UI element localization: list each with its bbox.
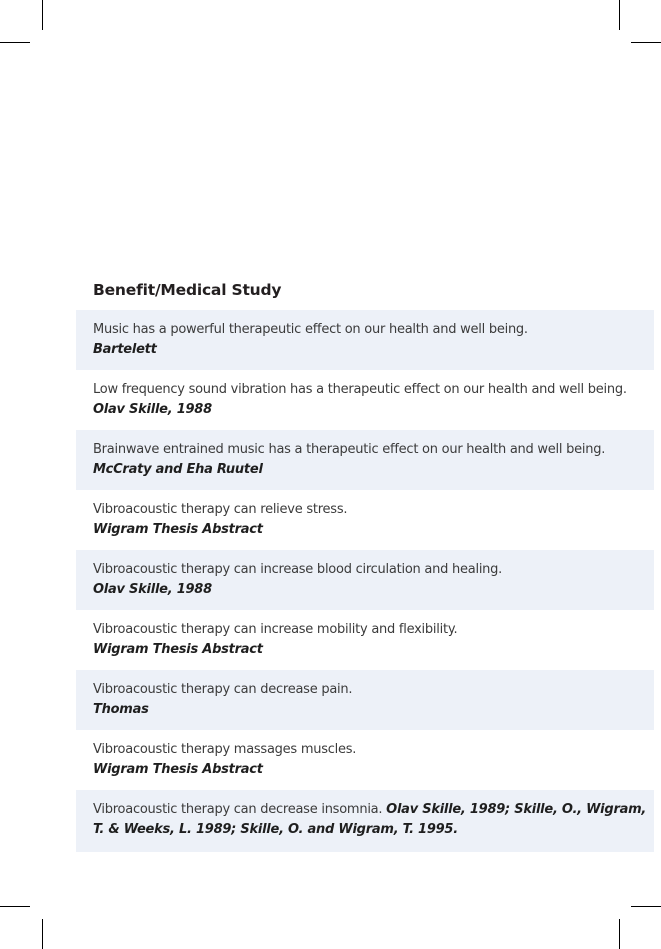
benefit-text: Brainwave entrained music has a therapeutic effect on our health and well being. — [93, 442, 606, 457]
study-row — [76, 430, 654, 490]
study-row — [76, 310, 654, 370]
benefit-text: Vibroacoustic therapy massages muscles. — [93, 742, 357, 757]
benefit-text: Vibroacoustic therapy can increase blood circulation and healing. — [93, 562, 503, 577]
study-row — [76, 490, 654, 550]
crop-mark-bottom-left-horizontal — [0, 906, 30, 907]
crop-mark-bottom-left-vertical — [42, 919, 43, 949]
benefit-text: Vibroacoustic therapy can increase mobility and flexibility. — [93, 622, 458, 637]
crop-mark-top-right-horizontal — [631, 42, 661, 43]
crop-mark-top-left-vertical — [42, 0, 43, 30]
benefit-text: Music has a powerful therapeutic effect on our health and well being. — [93, 322, 528, 337]
citation-text: Olav Skille, 1988 — [93, 402, 212, 417]
benefit-text: Low frequency sound vibration has a therapeutic effect on our health and well being. — [93, 382, 627, 397]
citation-text: Thomas — [93, 702, 149, 717]
crop-mark-bottom-right-horizontal — [631, 906, 661, 907]
citation-text: Wigram Thesis Abstract — [93, 522, 263, 537]
crop-mark-top-right-vertical — [619, 0, 620, 30]
section-heading: Benefit/Medical Study — [93, 281, 282, 299]
citation-text: McCraty and Eha Ruutel — [93, 462, 263, 477]
study-row — [76, 370, 654, 430]
crop-mark-bottom-right-vertical — [619, 919, 620, 949]
study-list — [76, 310, 654, 852]
benefit-text: Vibroacoustic therapy can decrease insomnia. — [93, 802, 383, 817]
study-row — [76, 670, 654, 730]
benefit-text: Vibroacoustic therapy can relieve stress. — [93, 502, 348, 517]
crop-mark-top-left-horizontal — [0, 42, 30, 43]
study-row — [76, 730, 654, 790]
citation-text: Olav Skille, 1988 — [93, 582, 212, 597]
study-row — [76, 610, 654, 670]
citation-text: Wigram Thesis Abstract — [93, 762, 263, 777]
study-row — [76, 790, 654, 852]
citation-text: Bartelett — [93, 342, 157, 357]
citation-text: Olav Skille, 1989; Skille, O., Wigram, T. & Weeks, L. 1989; Skille, O. and Wigram, T. 1995. — [93, 802, 647, 837]
benefit-text: Vibroacoustic therapy can decrease pain. — [93, 682, 353, 697]
citation-text: Wigram Thesis Abstract — [93, 642, 263, 657]
study-row — [76, 550, 654, 610]
